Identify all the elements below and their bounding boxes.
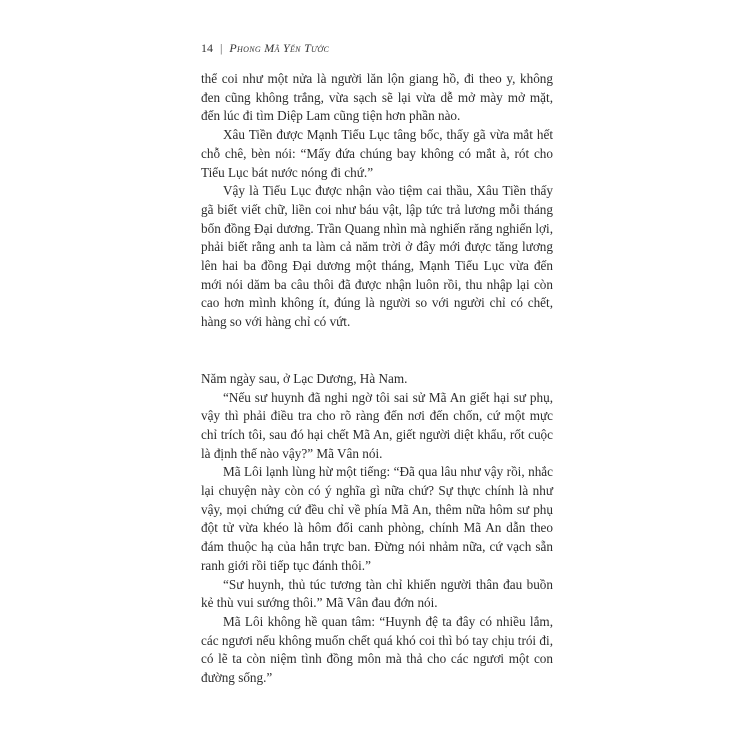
page-number: 14: [201, 41, 213, 55]
paragraph: Mã Lôi lạnh lùng hừ một tiếng: “Đã qua lâu như vậy rồi, nhắc lại chuyện này còn có ý nghĩa gì nữa chứ? Sự thực chính là như vậy, mọi chứng cứ đều chỉ về phía Mã An, thêm nữa hôm sư phụ đột tử vừa khéo là hôm đổi canh phòng, chính Mã An dẫn theo đám thuộc hạ của hắn trực ban. Đừng nói nhảm nữa, cứ vạch sẵn ranh giới rồi tiếp tục đánh thôi.”: [201, 464, 553, 573]
book-title: Phong Mã Yến Tước: [229, 41, 330, 55]
paragraph: “Nếu sư huynh đã nghi ngờ tôi sai sử Mã An giết hại sư phụ, vậy thì phải điều tra cho rõ ràng đến nơi đến chốn, cứ một mực chỉ trích tôi, sau đó hại chết Mã An, giết người diệt khẩu, rốt cuộc là định thế nào vậy?” Mã Vân nói.: [201, 389, 553, 461]
section-break: [201, 332, 553, 370]
paragraph: “Sư huynh, thủ túc tương tàn chỉ khiến người thân đau buồn kẻ thù vui sướng thôi.” Mã Vân đau đớn nói.: [201, 576, 553, 611]
paragraph: thể coi như một nửa là người lăn lộn giang hồ, đi theo y, không đen cũng không trắng, vừa sạch sẽ lại vừa dễ mở mày mở mặt, đến lúc đi tìm Diệp Lam cũng tiện hơn phần nào.: [201, 71, 553, 124]
paragraph: Năm ngày sau, ở Lạc Dương, Hà Nam.: [201, 370, 408, 386]
running-header: [201, 41, 329, 56]
body-text: [201, 70, 553, 688]
paragraph: Vậy là Tiểu Lục được nhận vào tiệm cai thầu, Xâu Tiền thấy gã biết viết chữ, liền coi như báu vật, lập tức trả lương mỗi tháng bốn đồng Đại dương. Trần Quang nhìn mà nghiến răng nghiến lợi, phải biết rằng anh ta làm cả năm trời ở đây mới được tăng lương lên hai ba đồng Đại dương một tháng, Mạnh Tiểu Lục vừa đến mới nói dăm ba câu thôi đã được nhận luôn rồi, thu nhập lại còn cao hơn mình không ít, đúng là người so với người chỉ có chết, hàng so với hàng chỉ có vứt.: [201, 183, 553, 330]
header-separator: |: [220, 41, 223, 55]
paragraph: Xâu Tiền được Mạnh Tiểu Lục tâng bốc, thấy gã vừa mắt hết chỗ chê, bèn nói: “Mấy đứa chúng bay không có mắt à, rót cho Tiểu Lục bát nước nóng đi chứ.”: [201, 127, 553, 180]
paragraph: Mã Lôi không hề quan tâm: “Huynh đệ ta đây có nhiều lắm, các ngươi nếu không muốn chết quá khó coi thì bó tay chịu trói đi, có lẽ ta còn niệm tình đồng môn mà thả cho các ngươi một con đường sống.”: [201, 613, 553, 686]
